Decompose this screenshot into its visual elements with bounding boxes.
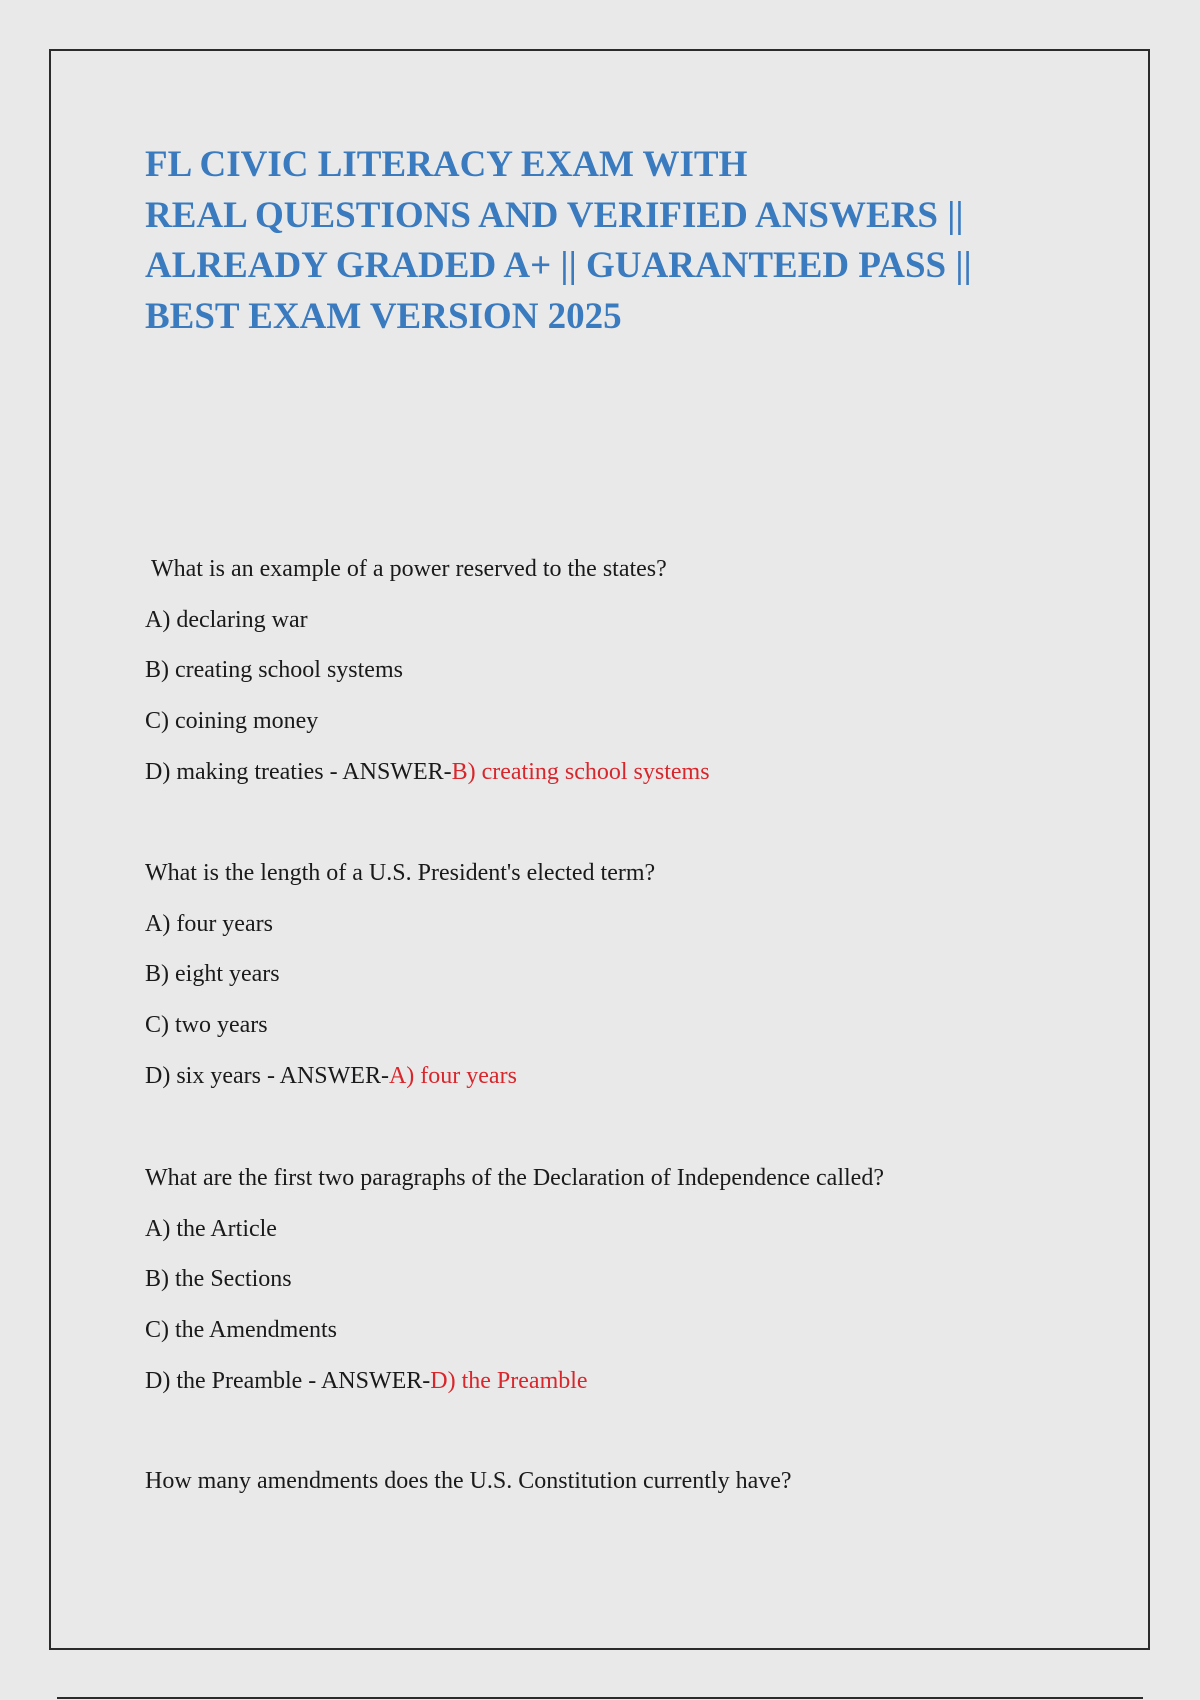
option-b: B) eight years	[145, 961, 280, 988]
option-c: C) the Amendments	[145, 1317, 337, 1344]
document-title	[145, 140, 1105, 342]
question-text: How many amendments does the U.S. Constitution currently have?	[145, 1468, 792, 1494]
option-a: A) four years	[145, 910, 273, 937]
option-c: C) coining money	[145, 708, 319, 735]
option-a: A) the Article	[145, 1215, 277, 1242]
title-line: REAL QUESTIONS AND VERIFIED ANSWERS ||	[145, 194, 964, 236]
next-page-top-border	[57, 1697, 1143, 1699]
question-block	[145, 1163, 1125, 1416]
option-b: B) creating school systems	[145, 657, 403, 684]
question-block	[145, 858, 1125, 1111]
title-line: FL CIVIC LITERACY EXAM WITH	[145, 144, 748, 185]
option-c: C) two years	[145, 1012, 268, 1039]
option-d: D) the Preamble	[145, 1367, 303, 1394]
title-line: ALREADY GRADED A+ || GUARANTEED PASS ||	[145, 245, 972, 286]
option-a: A) declaring war	[145, 606, 308, 633]
answer-prefix: - ANSWER-	[266, 1062, 389, 1089]
question-text: What is an example of a power reserved to the states?	[151, 556, 667, 582]
option-b: B) the Sections	[145, 1266, 292, 1293]
question-block	[145, 1466, 1125, 1517]
answer-text: B) creating school systems	[451, 758, 710, 785]
option-d-with-answer	[145, 757, 1125, 787]
title-line: BEST EXAM VERSION 2025	[145, 295, 622, 337]
option-d: D) six years	[145, 1062, 261, 1089]
answer-text: A) four years	[388, 1062, 517, 1089]
answer-prefix: - ANSWER-	[329, 758, 452, 785]
option-d-with-answer	[145, 1061, 1125, 1091]
question-text: What is the length of a U.S. President's elected term?	[145, 860, 656, 886]
question-text: What are the first two paragraphs of the Declaration of Independence called?	[145, 1165, 884, 1191]
question-block	[145, 554, 1125, 807]
option-d-with-answer	[145, 1366, 1125, 1396]
answer-prefix: - ANSWER-	[308, 1367, 431, 1394]
option-d: D) making treaties	[145, 758, 324, 785]
answer-text: D) the Preamble	[430, 1367, 588, 1394]
